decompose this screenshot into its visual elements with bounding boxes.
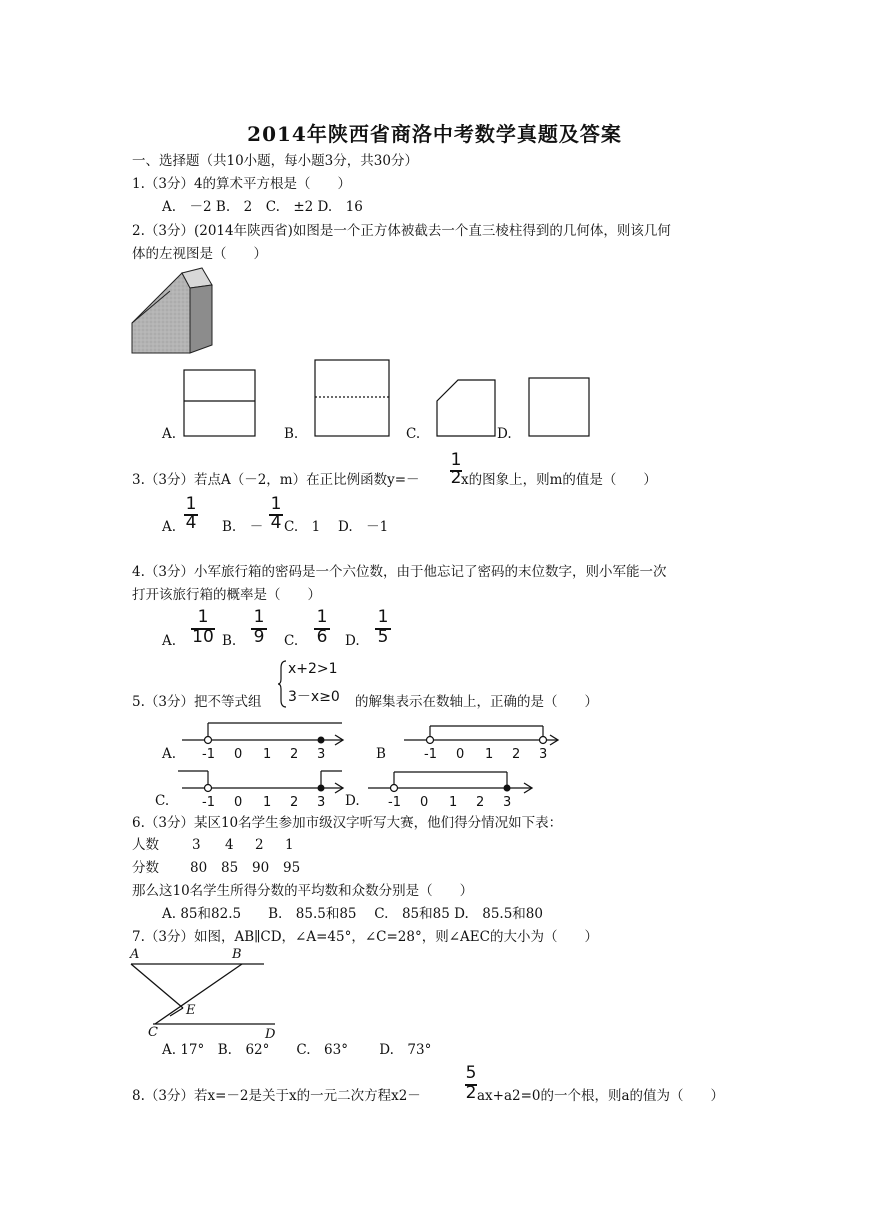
q5-numberline-d (366, 764, 536, 814)
q4-opt-c-num: 1 (316, 607, 328, 627)
q4-opt-d-den: 5 (377, 627, 389, 647)
q2-view-c (436, 379, 496, 437)
open-circle-three (540, 737, 547, 744)
closed-circle-three (318, 737, 325, 744)
q8-fraction (465, 1063, 477, 1103)
q8-frac-den: 2 (465, 1083, 477, 1103)
tick-label: 2 (290, 747, 299, 762)
q4-opt-c-den: 6 (316, 627, 328, 647)
q3-stem-pre: 3.（3分）若点A（－2，m）在正比例函数y=－ (132, 472, 420, 488)
q4-opt-d-fraction (375, 607, 391, 649)
tick-label: -1 (424, 747, 437, 762)
q6-stem: 6.（3分）某区10名学生参加市级汉字听写大赛，他们得分情况如下表： (132, 815, 563, 831)
q6-row1-cell: 2 (255, 837, 264, 853)
q5-numberline-b (402, 716, 562, 766)
q6-row2-label: 分数 (132, 860, 159, 876)
tick-label: 0 (420, 795, 429, 810)
q2-label-d: D. (497, 426, 512, 442)
q5-brace (278, 660, 288, 708)
q5-numberline-a (180, 716, 348, 766)
tick-label: 2 (512, 747, 521, 762)
q5-stem-pre: 5.（3分）把不等式组 (132, 694, 262, 710)
tick-label: -1 (202, 795, 215, 810)
q7-stem: 7.（3分）如图，AB∥CD，∠A=45°，∠C=28°，则∠AEC的大小为（ ） (132, 929, 598, 945)
q4-stem-line2: 打开该旅行箱的概率是（ ） (132, 587, 321, 603)
q5-label-b: B (376, 746, 386, 762)
tick-label: 0 (234, 795, 243, 810)
closed-circle-three (318, 785, 325, 792)
q1-stem: 1.（3分）4的算术平方根是（ ） (132, 176, 352, 192)
tick-label: 0 (234, 747, 243, 762)
q4-opt-b-den: 9 (253, 627, 265, 647)
q3-opt-b-num: 1 (270, 494, 282, 514)
q2-stem-line2: 体的左视图是（ ） (132, 246, 267, 262)
open-circle-minus-one (391, 785, 398, 792)
q3-opt-b-fraction (269, 494, 283, 534)
q3-opt-rest: C. 1 D. －1 (284, 519, 389, 535)
tick-label: 1 (263, 795, 272, 810)
open-circle-minus-one (205, 785, 212, 792)
q6-row2-cell: 85 (221, 860, 239, 876)
q6-row1-label: 人数 (132, 837, 159, 853)
point-label-e: E (186, 1003, 196, 1018)
point-label-c: C (148, 1025, 158, 1040)
closed-circle-three (504, 785, 511, 792)
q6-options: A. 85和82.5 B. 85.5和85 C. 85和85 D. 85.5和80 (162, 906, 543, 922)
q5-inequality-1: x+2>1 (288, 661, 338, 677)
tick-label: -1 (388, 795, 401, 810)
page-title: 2014年陕西省商洛中考数学真题及答案 (247, 122, 622, 146)
q6-row2-cell: 95 (283, 860, 301, 876)
q3-opt-b-den: 4 (270, 513, 282, 533)
q2-stem-line1: 2.（3分）(2014年陕西省)如图是一个正方体被截去一个直三棱柱得到的几何体，则该几何 (132, 223, 671, 239)
q6-row2-cell: 80 (190, 860, 208, 876)
q5-label-d: D. (345, 793, 360, 809)
q2-view-a (183, 369, 256, 437)
q6-question: 那么这10名学生所得分数的平均数和众数分别是（ ） (132, 883, 474, 899)
q5-label-c: C. (155, 793, 170, 809)
q4-opt-d-num: 1 (377, 607, 389, 627)
q2-view-b (314, 359, 390, 437)
tick-label: 3 (317, 747, 326, 762)
q4-stem-line1: 4.（3分）小军旅行箱的密码是一个六位数，由于他忘记了密码的末位数字，则小军能一次 (132, 564, 667, 580)
q2-solid-figure (130, 265, 225, 357)
q1-options: A. －2 B. 2 C. ±2 D. 16 (162, 199, 363, 215)
q3-opt-a-fraction (184, 494, 198, 534)
tick-label: 0 (456, 747, 465, 762)
q8-stem-post: ax+a2=0的一个根，则a的值为（ ） (477, 1088, 725, 1104)
q7-options: A. 17° B. 62° C. 63° D. 73° (162, 1042, 432, 1058)
tick-label: 2 (290, 795, 299, 810)
tick-label: 3 (503, 795, 512, 810)
q4-opt-a-den: 10 (192, 627, 214, 647)
tick-label: 3 (317, 795, 326, 810)
q8-frac-num: 5 (465, 1063, 477, 1083)
q2-label-b: B. (284, 426, 299, 442)
q8-stem-pre: 8.（3分）若x=－2是关于x的一元二次方程x2－ (132, 1088, 421, 1104)
q5-label-a: A. (162, 746, 177, 762)
tick-label: 2 (476, 795, 485, 810)
q3-opt-a-num: 1 (185, 494, 197, 514)
q4-opt-a-num: 1 (197, 607, 209, 627)
q2-view-d (528, 377, 590, 437)
q4-opt-b-num: 1 (253, 607, 265, 627)
section-heading: 一、选择题（共10小题，每小题3分，共30分） (132, 153, 418, 169)
q4-opt-c-fraction (314, 607, 330, 649)
point-label-a: A (130, 947, 140, 962)
q6-row2-cell: 90 (252, 860, 270, 876)
point-label-b: B (232, 947, 242, 962)
q3-frac-den: 2 (450, 468, 462, 488)
q6-row1-cell: 1 (285, 837, 294, 853)
q4-opt-c-label: C. (284, 633, 299, 649)
tick-label: 1 (449, 795, 458, 810)
q2-label-a: A. (162, 426, 177, 442)
q4-opt-a-label: A. (162, 633, 177, 649)
point-label-d: D (265, 1027, 276, 1042)
q5-inequality-2: 3－x≥0 (288, 689, 340, 705)
tick-label: 1 (263, 747, 272, 762)
q3-opt-a: A. (162, 519, 177, 535)
q4-opt-b-label: B. (222, 633, 237, 649)
q4-opt-d-label: D. (345, 633, 360, 649)
q5-stem-post: 的解集表示在数轴上，正确的是（ ） (355, 694, 598, 710)
q7-parallel-lines-figure (128, 944, 280, 1040)
q6-row1-cell: 3 (192, 837, 201, 853)
q3-stem-post: x的图象上，则m的值是（ ） (461, 472, 657, 488)
q3-opt-a-den: 4 (185, 513, 197, 533)
q5-numberline-c (176, 764, 348, 814)
q3-opt-b: B. － (222, 519, 264, 535)
q3-frac-num: 1 (450, 450, 462, 470)
tick-label: -1 (202, 747, 215, 762)
q4-opt-a-fraction (191, 607, 215, 649)
tick-label: 1 (485, 747, 494, 762)
open-circle-minus-one (205, 737, 212, 744)
q6-row1-cell: 4 (225, 837, 234, 853)
q4-opt-b-fraction (251, 607, 267, 649)
q2-label-c: C. (406, 426, 421, 442)
open-circle-minus-one (427, 737, 434, 744)
tick-label: 3 (539, 747, 548, 762)
